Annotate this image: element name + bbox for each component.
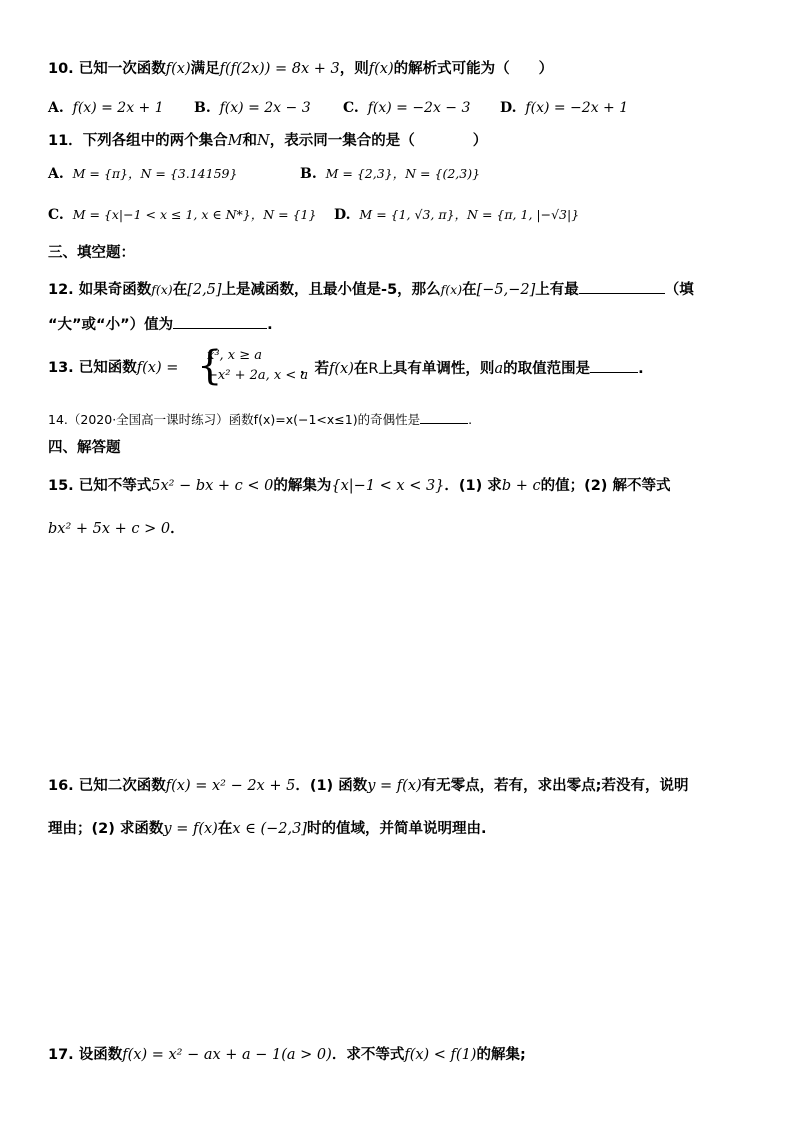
option-expr: M = {2,3}，N = {(2,3)} bbox=[325, 166, 481, 181]
math-expr: f(x) < f(1) bbox=[404, 1047, 477, 1063]
question-text: 有无零点，若有，求出零点;若没有，说明 bbox=[421, 778, 689, 794]
option-expr: f(x) = −2x + 1 bbox=[525, 100, 629, 116]
math-expr: f(f(2x)) = 8x + 3 bbox=[219, 61, 340, 77]
option-label: A. bbox=[48, 166, 64, 182]
option-expr: f(x) = 2x − 3 bbox=[219, 100, 311, 116]
question-text: 和 bbox=[242, 133, 258, 149]
option-c bbox=[48, 205, 316, 223]
question-text: 已知一次函数 bbox=[78, 61, 166, 77]
math-expr: y = f(x) bbox=[367, 778, 422, 794]
math-expr: f(x) bbox=[151, 282, 173, 297]
option-label: D. bbox=[334, 207, 351, 223]
option-expr: f(x) = 2x + 1 bbox=[72, 100, 164, 116]
question-text: （填 bbox=[664, 282, 694, 298]
option-b bbox=[300, 164, 480, 182]
question-text: 上是减函数，且最小值是-5，那么 bbox=[221, 282, 441, 298]
question-number: 17. bbox=[48, 1047, 74, 1063]
question-text: 在 bbox=[172, 282, 188, 298]
math-expr: N bbox=[257, 133, 270, 149]
question-text: 下列各组中的两个集合 bbox=[82, 133, 228, 149]
question-text: 的解集; bbox=[476, 1047, 526, 1063]
question-12-cont bbox=[48, 314, 754, 335]
question-11 bbox=[48, 131, 754, 151]
math-expr: f(x) bbox=[440, 282, 463, 297]
question-text: 14.（2020·全国高一课时练习）函数f(x)=x(−1<x≤1)的奇偶性是 bbox=[48, 412, 421, 427]
question-number: 16. bbox=[48, 778, 74, 794]
option-expr: f(x) = −2x − 3 bbox=[367, 100, 471, 116]
question-16-cont bbox=[48, 819, 754, 839]
answer-blank bbox=[173, 314, 267, 329]
question-text: 已知不等式 bbox=[78, 478, 152, 494]
piece-upper: x³, x ≥ a bbox=[207, 348, 263, 363]
option-d bbox=[334, 205, 579, 223]
option-expr: M = {π}，N = {3.14159} bbox=[72, 166, 238, 181]
math-expr: 5x² − bx + c < 0 bbox=[151, 478, 274, 494]
question-number: 13. bbox=[48, 360, 74, 376]
period: . bbox=[468, 412, 473, 427]
option-label: B. bbox=[194, 100, 211, 116]
math-expr: f(x) = x² − 2x + 5 bbox=[165, 778, 296, 794]
math-expr: R bbox=[368, 361, 379, 377]
option-a bbox=[48, 100, 164, 116]
math-expr: f(x) bbox=[165, 61, 191, 77]
question-text: 的解集为 bbox=[273, 478, 332, 494]
option-label: D. bbox=[500, 100, 517, 116]
question-15-cont bbox=[48, 519, 754, 539]
period: . bbox=[267, 317, 273, 333]
option-label: A. bbox=[48, 100, 64, 116]
question-text: “大”或“小”）值为 bbox=[48, 317, 174, 333]
question-text: 的解析式可能为（ ） bbox=[393, 61, 554, 77]
question-14 bbox=[48, 409, 754, 430]
answer-blank bbox=[579, 279, 665, 294]
question-13-cont bbox=[300, 358, 754, 379]
math-expr: a bbox=[494, 361, 504, 377]
question-text: 满足 bbox=[190, 61, 220, 77]
question-text: 如果奇函数 bbox=[78, 282, 152, 298]
question-17 bbox=[48, 1045, 754, 1065]
math-expr: f(x) = x² − ax + a − 1(a > 0) bbox=[122, 1047, 332, 1063]
answer-blank bbox=[420, 409, 468, 424]
math-expr: [2,5] bbox=[187, 282, 222, 298]
section-heading: 四、解答题 bbox=[48, 440, 121, 456]
question-text: 在 bbox=[217, 821, 233, 837]
question-text: 在 bbox=[462, 282, 477, 298]
option-label: B. bbox=[300, 166, 317, 182]
question-10 bbox=[48, 59, 754, 79]
question-text: 理由；(2) 求函数 bbox=[48, 821, 164, 837]
math-expr: f(x) bbox=[368, 61, 394, 77]
period: ． bbox=[170, 521, 185, 537]
math-expr: f(x) bbox=[329, 361, 354, 377]
option-c bbox=[343, 100, 470, 116]
brace-glyph: { bbox=[197, 343, 223, 389]
option-label: C. bbox=[343, 100, 359, 116]
math-expr: bx² + 5x + c > 0 bbox=[48, 521, 171, 537]
option-b bbox=[194, 100, 311, 116]
question-text: 已知二次函数 bbox=[78, 778, 166, 794]
math-expr: f(x) = bbox=[136, 360, 179, 376]
question-12 bbox=[48, 279, 754, 300]
option-a bbox=[48, 164, 237, 182]
math-expr: [−5,−2] bbox=[476, 282, 536, 298]
math-expr: x ∈ (−2,3] bbox=[232, 821, 307, 837]
math-expr: y = f(x) bbox=[163, 821, 218, 837]
question-text: 已知函数 bbox=[78, 360, 137, 376]
question-text: 上有最 bbox=[535, 282, 579, 298]
question-text: ．(1) 函数 bbox=[295, 778, 368, 794]
question-text: 设函数 bbox=[78, 1047, 123, 1063]
question-text: ．(1) 求 bbox=[444, 478, 502, 494]
math-expr: M bbox=[227, 133, 243, 149]
question-number: 11． bbox=[48, 133, 83, 149]
question-text: 在 bbox=[353, 361, 369, 377]
answer-blank bbox=[590, 358, 638, 373]
question-text: 的值；(2) 解不等式 bbox=[540, 478, 671, 494]
question-text: 上具有单调性，则 bbox=[378, 361, 495, 377]
math-expr: b + c bbox=[501, 478, 541, 494]
question-text: ．求不等式 bbox=[331, 1047, 405, 1063]
question-number: 15. bbox=[48, 478, 74, 494]
period: . bbox=[638, 361, 644, 377]
question-text: ，若 bbox=[300, 361, 329, 377]
question-text: 的取值范围是 bbox=[503, 361, 591, 377]
math-expr: {x|−1 < x < 3} bbox=[331, 478, 445, 494]
question-number: 12. bbox=[48, 282, 74, 298]
piece-lower: −x² + 2a, x < a bbox=[207, 368, 309, 383]
option-expr: M = {x|−1 < x ≤ 1, x ∈ N*}，N = {1} bbox=[72, 207, 317, 222]
section-heading: 三、填空题： bbox=[48, 245, 135, 261]
piecewise-definition bbox=[197, 343, 309, 389]
option-expr: M = {1, √3, π}，N = {π, 1, |−√3|} bbox=[359, 207, 580, 222]
question-number: 10. bbox=[48, 61, 74, 77]
option-label: C. bbox=[48, 207, 64, 223]
question-text: 时的值域，并简单说明理由. bbox=[306, 821, 487, 837]
question-16 bbox=[48, 776, 754, 796]
option-d bbox=[500, 100, 628, 116]
question-15 bbox=[48, 476, 754, 496]
question-text: ，则 bbox=[339, 61, 369, 77]
question-text: ，表示同一集合的是（ ） bbox=[269, 133, 488, 149]
